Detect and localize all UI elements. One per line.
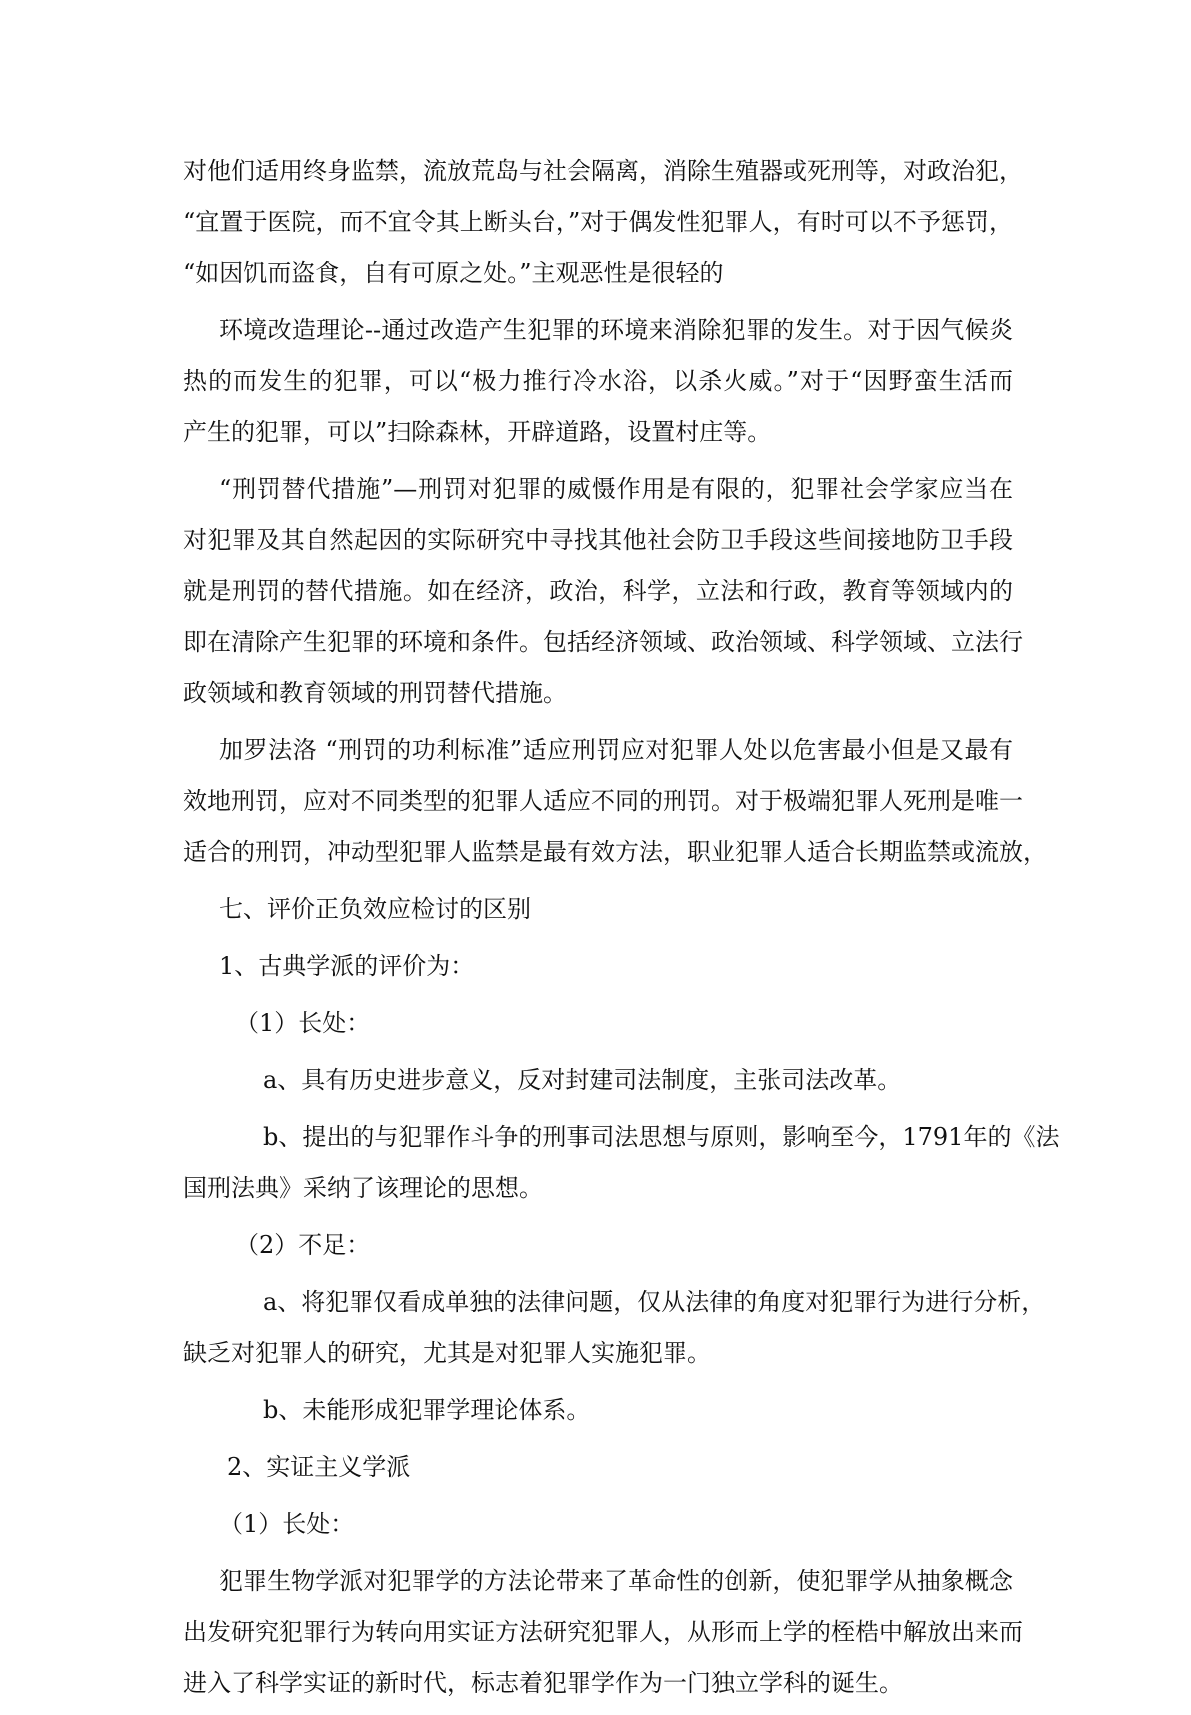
text-line: b、未能形成犯罪学理论体系。	[263, 1396, 591, 1424]
paragraph	[183, 998, 1013, 1049]
paragraph	[183, 1055, 1013, 1106]
text-line: 1、古典学派的评价为：	[219, 952, 475, 980]
paragraph	[183, 1112, 1060, 1214]
text-line: 就是刑罚的替代措施。如在经济，政治，科学，立法和行政，教育等领域内的	[183, 577, 1013, 605]
text-line: 2、实证主义学派	[227, 1453, 411, 1481]
text-line: （2）不足：	[235, 1231, 371, 1259]
text-line: 适合的刑罚，冲动型犯罪人监禁是最有效方法，职业犯罪人适合长期监禁或流放，	[183, 838, 1047, 866]
paragraph	[183, 1556, 1023, 1709]
text-line: 出发研究犯罪行为转向用实证方法研究犯罪人，从形而上学的桎梏中解放出来而	[183, 1618, 1023, 1646]
paragraph	[183, 1499, 1013, 1550]
text-line: 政领域和教育领域的刑罚替代措施。	[183, 679, 567, 707]
text-line: 七、评价正负效应检讨的区别	[219, 895, 531, 923]
paragraph	[183, 884, 1013, 935]
text-line: （1）长处：	[219, 1510, 355, 1538]
paragraph	[183, 305, 1013, 458]
text-line: （1）长处：	[235, 1009, 371, 1037]
text-line: 效地刑罚，应对不同类型的犯罪人适应不同的刑罚。对于极端犯罪人死刑是唯一	[183, 787, 1023, 815]
paragraph	[183, 1442, 1013, 1493]
text-line: 犯罪生物学派对犯罪学的方法论带来了革命性的创新，使犯罪学从抽象概念	[219, 1567, 1013, 1595]
text-line: 对他们适用终身监禁，流放荒岛与社会隔离，消除生殖器或死刑等，对政治犯，	[183, 157, 1023, 185]
paragraph	[183, 464, 1023, 719]
text-line: 环境改造理论--通过改造产生犯罪的环境来消除犯罪的发生。对于因气候炎	[219, 316, 1013, 344]
text-line: “刑罚替代措施”—刑罚对犯罪的威慑作用是有限的，犯罪社会学家应当在	[219, 475, 1013, 503]
text-line: 国刑法典》采纳了该理论的思想。	[183, 1174, 543, 1202]
text-line: 加罗法洛 “刑罚的功利标准”适应刑罚应对犯罪人处以危害最小但是又最有	[219, 736, 1013, 764]
document-body	[183, 146, 1060, 1715]
paragraph-gap	[183, 1709, 1013, 1715]
text-line: a、将犯罪仅看成单独的法律问题，仅从法律的角度对犯罪行为进行分析，	[263, 1288, 1046, 1316]
paragraph	[183, 941, 1013, 992]
paragraph	[183, 146, 1023, 299]
text-line: 进入了科学实证的新时代，标志着犯罪学作为一门独立学科的诞生。	[183, 1669, 903, 1697]
paragraph	[183, 1277, 1046, 1379]
text-line: 缺乏对犯罪人的研究，尤其是对犯罪人实施犯罪。	[183, 1339, 711, 1367]
text-line: “宜置于医院，而不宜令其上断头台，”对于偶发性犯罪人，有时可以不予惩罚，	[183, 208, 1013, 236]
text-line: “如因饥而盗食，自有可原之处。”主观恶性是很轻的	[183, 259, 724, 287]
paragraph	[183, 1220, 1013, 1271]
paragraph	[183, 725, 1047, 878]
text-line: a、具有历史进步意义，反对封建司法制度，主张司法改革。	[263, 1066, 902, 1094]
paragraph	[183, 1385, 1013, 1436]
text-line: 对犯罪及其自然起因的实际研究中寻找其他社会防卫手段这些间接地防卫手段	[183, 526, 1013, 554]
text-line: b、提出的与犯罪作斗争的刑事司法思想与原则，影响至今，1791年的《法	[263, 1123, 1060, 1151]
text-line: 产生的犯罪，可以”扫除森林，开辟道路，设置村庄等。	[183, 418, 772, 446]
text-line: 热的而发生的犯罪，可以“极力推行冷水浴，以杀火威。”对于“因野蛮生活而	[183, 367, 1013, 395]
text-line: 即在清除产生犯罪的环境和条件。包括经济领域、政治领域、科学领域、立法行	[183, 628, 1023, 656]
